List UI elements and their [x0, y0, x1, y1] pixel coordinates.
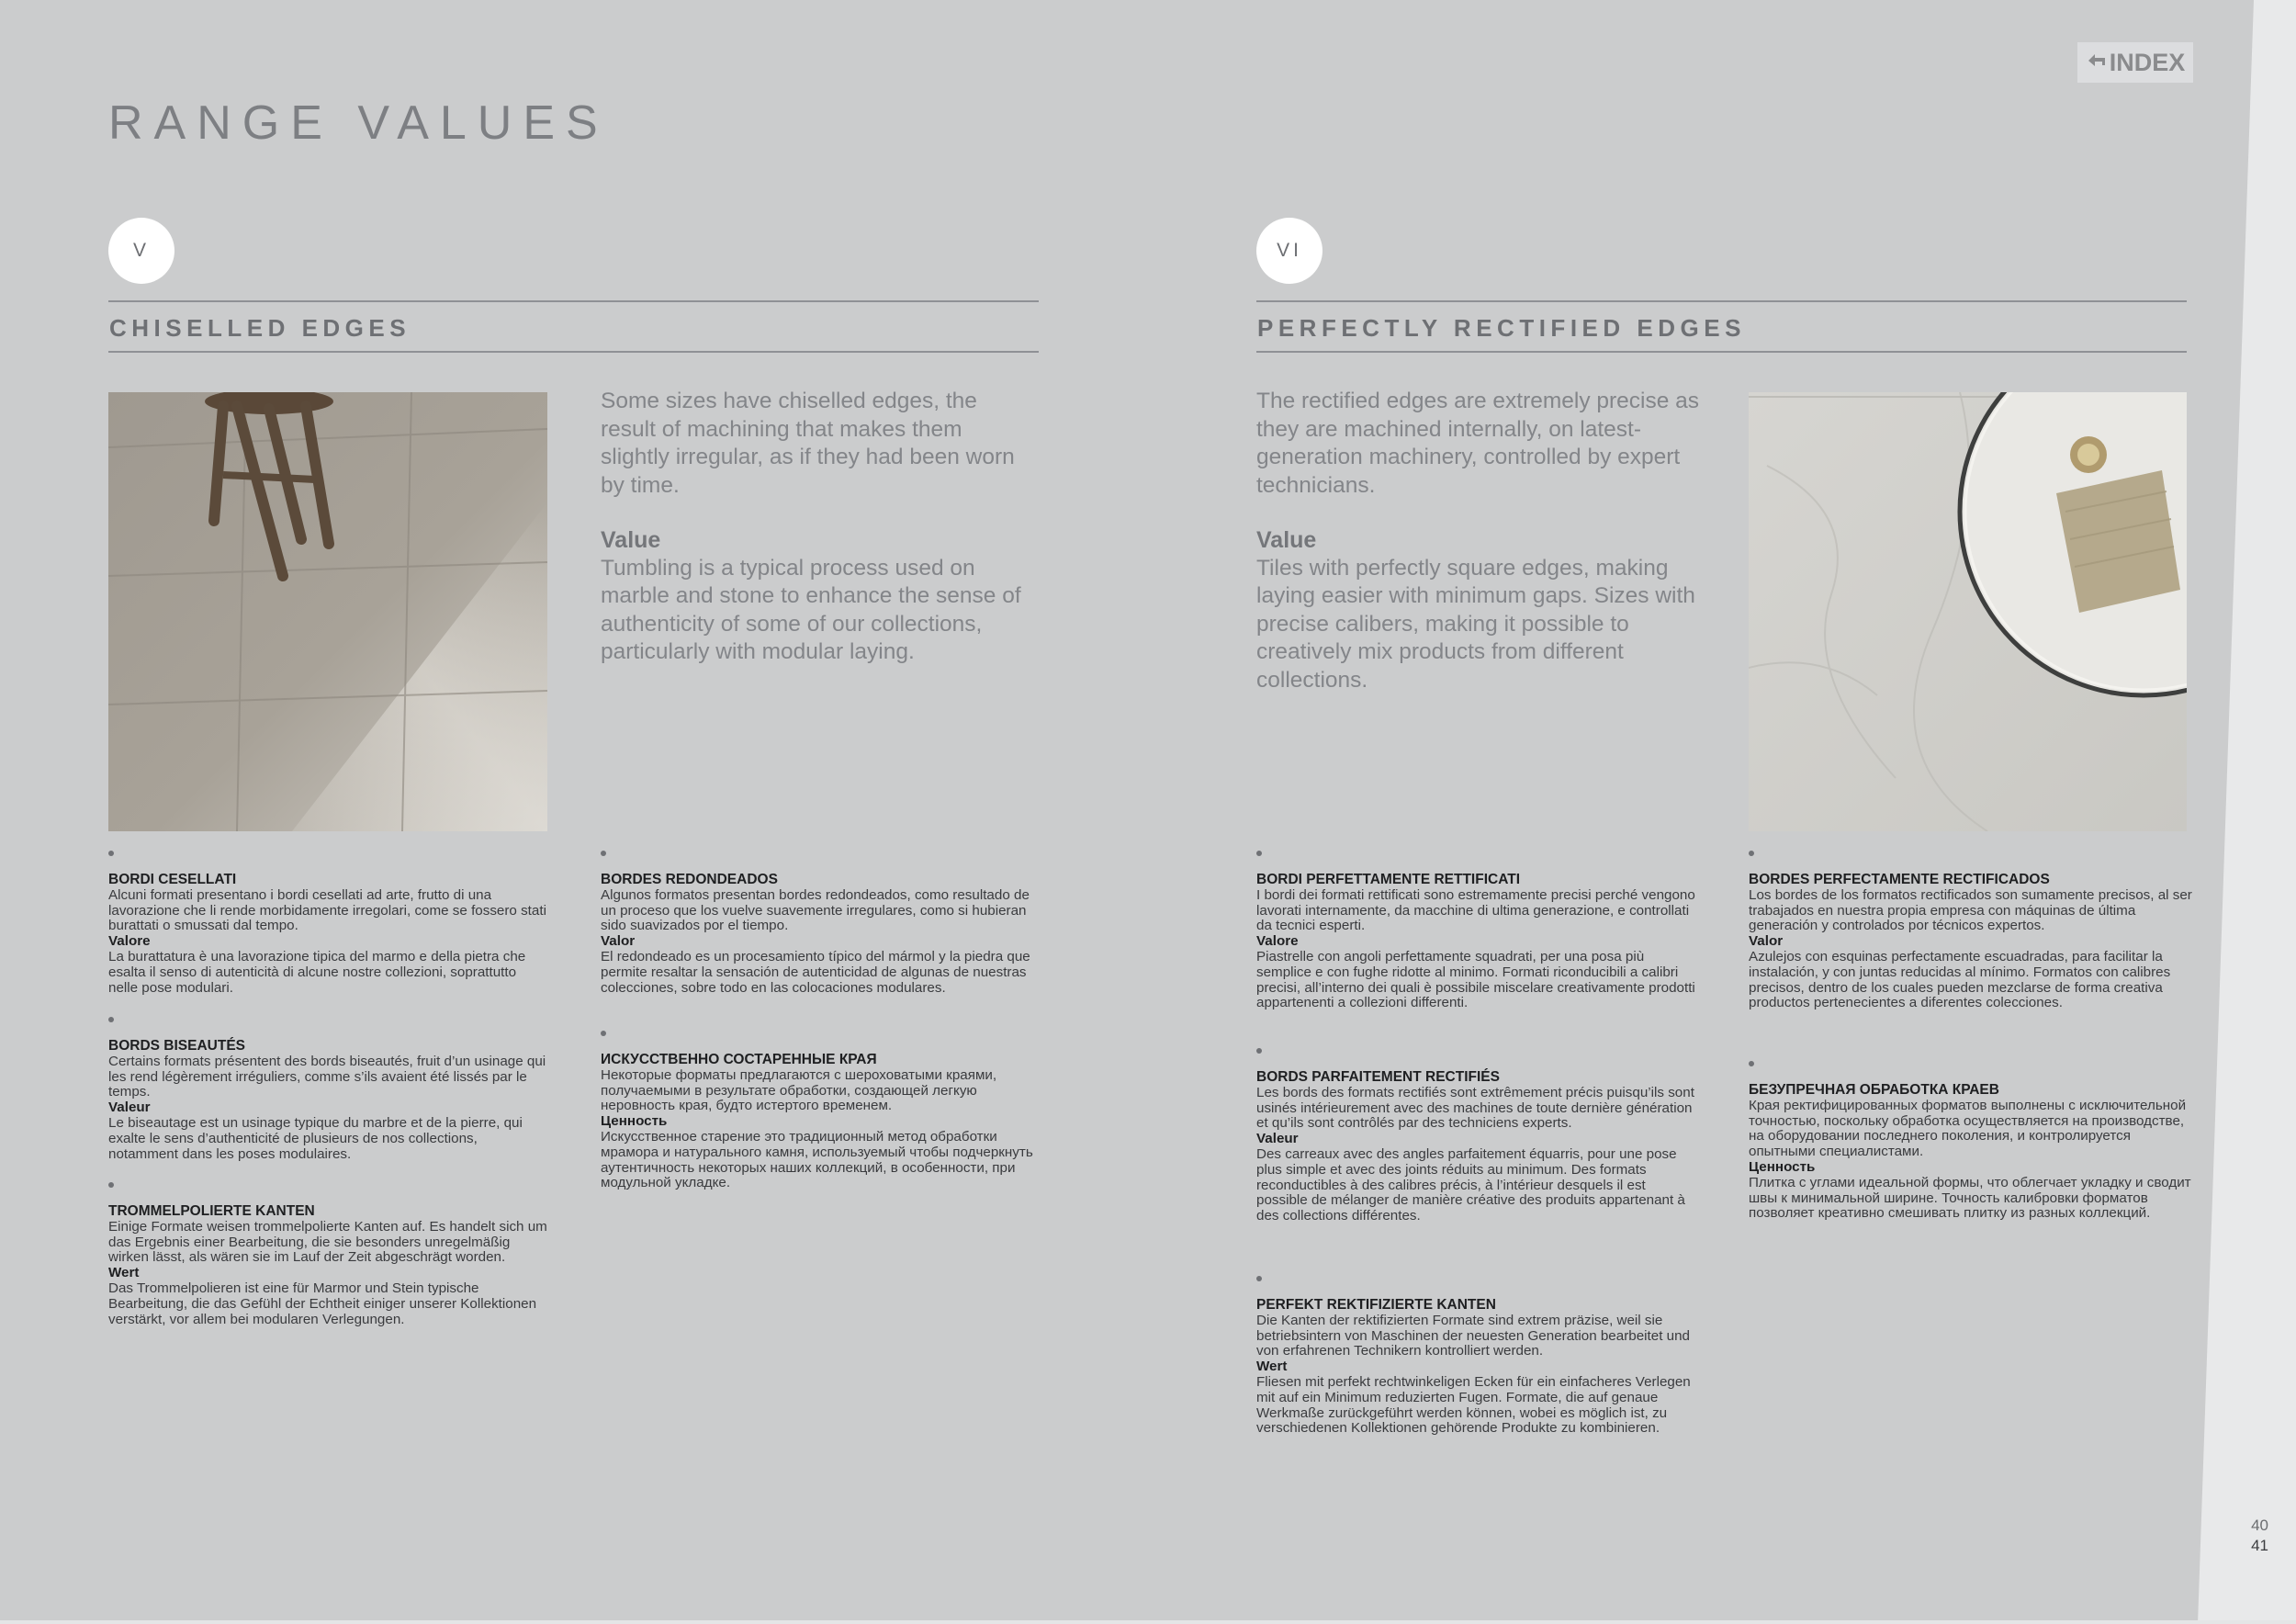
translation-block [601, 1031, 1046, 1191]
section-intro [601, 388, 1023, 667]
translation-text: Los bordes de los formatos rectificados son sumamente precisos, al ser trabajados en nuestra propia empresa con máquinas de última generación y controlados por técnicos expertos. [1749, 886, 2192, 934]
translation-text: Les bords des formats rectifiés sont extrêmement précis puisqu’ils sont usinés intérieurement avec des machines de toute dernière génération et qu’ils sont contrôlés par des techniciens experts. [1256, 1084, 1694, 1132]
bullet-dot [601, 1031, 606, 1036]
translation-value-text: Искусственное старение это традиционный метод обработки мрамора и натурального камня, используемый чтобы подчеркнуть аутентичность некоторых наших коллекций, в особенности, при модульной укладке. [601, 1128, 1033, 1191]
translation-heading: BORDI PERFETTAMENTE RETTIFICATI [1256, 872, 1521, 887]
translation-value-label: Valor [1749, 933, 1784, 950]
page-edge [0, 1620, 2296, 1624]
translation-value-text: La burattatura è una lavorazione tipica del marmo e della pietra che esalta il senso di autenticità di alcune nostre collezioni, soprattutto nelle pose modulari. [108, 948, 526, 996]
translation-value-label: Valore [1256, 933, 1299, 950]
section-title: PERFECTLY RECTIFIED EDGES [1257, 314, 1746, 342]
translation-heading: PERFEKT REKTIFIZIERTE KANTEN [1256, 1297, 1496, 1313]
bullet-dot [1749, 1061, 1754, 1066]
value-text: Tiles with perfectly square edges, making laying easier with minimum gaps. Sizes with precise calibers, making it possible to creatively mix products from different collections. [1256, 555, 1695, 693]
value-text: Tumbling is a typical process used on marble and stone to enhance the sense of authenticity of some of our collections, particularly with modular laying. [601, 555, 1021, 664]
bullet-dot [108, 1017, 114, 1022]
translation-value-label: Wert [1256, 1359, 1288, 1375]
translation-heading: BORDI CESELLATI [108, 872, 237, 887]
translation-text: I bordi dei formati rettificati sono estremamente precisi perché vengono lavorati internamente, da macchine di ultima generazione, e controllati da tecnici esperti. [1256, 886, 1695, 934]
translation-value-text: Des carreaux avec des angles parfaitement équarris, pour une pose plus simple et avec des joints réduits au minimum. Des formats reconductibles à des calibres précis, à l’intérieur desquels il est possible de mélanger de manière créative des produits appartenant à des collections différentes. [1256, 1145, 1685, 1224]
index-button[interactable] [2077, 42, 2193, 83]
bullet-dot [108, 851, 114, 856]
translation-block [1256, 1276, 1697, 1437]
translation-value-label: Valor [601, 933, 636, 950]
value-heading: Value [601, 527, 661, 553]
index-label: INDEX [2109, 48, 2186, 76]
translation-heading: ИСКУССТВЕННО СОСТАРЕННЫЕ КРАЯ [601, 1052, 877, 1067]
translation-block [108, 851, 549, 996]
bullet-dot [108, 1182, 114, 1188]
translation-text: Einige Formate weisen trommelpolierte Kanten auf. Es handelt sich um das Ergebnis einer Bearbeitung, die sie besonders unregelmäßig wirken lässt, als wären sie im Lauf der Zeit abgeschrägt worden. [108, 1218, 547, 1266]
intro-text: Some sizes have chiselled edges, the result of machining that makes them slightly irregular, as if they had been worn by time. [601, 389, 1015, 498]
translation-value-label: Valeur [108, 1100, 151, 1116]
translation-heading: BORDES REDONDEADOS [601, 872, 778, 887]
divider [1256, 351, 2187, 353]
section-numeral-badge: VI [1256, 218, 1322, 284]
divider [108, 351, 1039, 353]
stool-floor-image [108, 392, 547, 831]
translation-block [601, 851, 1041, 996]
chiselled-edges-photo [108, 392, 547, 831]
section-title: CHISELLED EDGES [109, 314, 411, 342]
translation-value-text: Плитка с углами идеальной формы, что облегчает укладку и сводит швы к минимальной ширине. Точность калибровки форматов позволяет креативно смешивать плитку из разных коллекций. [1749, 1174, 2191, 1222]
arrow-up-back-icon [2086, 52, 2108, 73]
translation-value-text: El redondeado es un procesamiento típico del mármol y la piedra que permite resaltar la sensación de autenticidad de algunas de nuestras colecciones, sobre todo en las colocaciones modulares. [601, 948, 1030, 996]
bullet-dot [1256, 851, 1262, 856]
intro-text: The rectified edges are extremely precise as they are machined internally, on latest-generation machinery, controlled by expert technicians. [1256, 389, 1700, 498]
translation-text: Certains formats présentent des bords biseautés, fruit d’un usinage qui les rend légèrement irréguliers, comme s’ils avaient été lissés par le temps. [108, 1053, 546, 1100]
translation-value-label: Ценность [1749, 1158, 1816, 1175]
page-title: RANGE VALUES [108, 96, 609, 150]
translation-value-label: Wert [108, 1265, 140, 1281]
translation-heading: BORDS BISEAUTÉS [108, 1038, 245, 1054]
translation-value-text: Le biseautage est un usinage typique du marbre et de la pierre, qui exalte le sens d’authenticité de plusieurs de nos collections, notamment dans les poses modulaires. [108, 1114, 523, 1162]
bullet-dot [601, 851, 606, 856]
translation-block [1749, 1061, 2194, 1222]
translation-heading: BORDES PERFECTAMENTE RECTIFICADOS [1749, 872, 2050, 887]
translation-value-label: Valore [108, 933, 151, 950]
section-intro [1256, 388, 1716, 694]
translation-value-text: Piastrelle con angoli perfettamente squadrati, per una posa più semplice e con fughe ridotte al minimo. Formati riconducibili a calibri precisi, all’interno dei quali è possibile miscelare creativamente prodotti appartenenti a collezioni differenti. [1256, 948, 1695, 1011]
translation-text: Algunos formatos presentan bordes redondeados, como resultado de un proceso que los vuelve suavemente irregulares, como si hubieran sido suavizados por el tiempo. [601, 886, 1030, 934]
translation-block [108, 1182, 549, 1327]
translation-heading: TROMMELPOLIERTE KANTEN [108, 1203, 315, 1219]
translation-text: Alcuni formati presentano i bordi cesellati ad arte, frutto di una lavorazione che li rende morbidamente irregolari, come se fossero stati burattati o smussati dal tempo. [108, 886, 546, 934]
translation-value-label: Ценность [601, 1113, 668, 1130]
translation-value-text: Azulejos con esquinas perfectamente escuadradas, para facilitar la instalación, y con juntas reducidas al mínimo. Formatos con calibres precisos, dentro de los cuales pueden mezclarse de forma creativa productos pertenecientes a diferentes colecciones. [1749, 948, 2171, 1011]
bullet-dot [1256, 1276, 1262, 1281]
translation-block [1256, 1048, 1697, 1224]
translation-block [108, 1017, 549, 1162]
page-numbers [2213, 1516, 2268, 1556]
divider [108, 300, 1039, 302]
rectified-edges-photo [1749, 392, 2187, 831]
value-heading: Value [1256, 527, 1317, 553]
translation-value-text: Fliesen mit perfekt rechtwinkeligen Ecken für ein einfacheres Verlegen mit auf ein Minimum reduzierten Fugen. Formate, die auf genaue Werkmaße zurückgeführt werden können, wobei es möglich ist, zu verschiedenen Kollektionen gehörende Produkte zu kombinieren. [1256, 1373, 1691, 1437]
translation-text: Die Kanten der rektifizierten Formate sind extrem präzise, weil sie betriebsintern von Maschinen der neuesten Generation bearbeitet und von erfahrenen Technikern kontrolliert werden. [1256, 1312, 1690, 1359]
page-number-right: 41 [2251, 1537, 2268, 1554]
translation-block [1749, 851, 2194, 1011]
translation-text: Края ректифицированных форматов выполнены с исключительной точностью, поскольку обработка осуществляется на производстве, на оборудовании последнего поколения, и контролируется опытными специалистами. [1749, 1097, 2187, 1160]
divider [1256, 300, 2187, 302]
translation-text: Некоторые форматы предлагаются с шероховатыми краями, получаемыми в результате обработки, создающей легкую неровность края, будто истертого временем. [601, 1066, 997, 1114]
bullet-dot [1256, 1048, 1262, 1054]
page-number-left: 40 [2251, 1517, 2268, 1534]
translation-value-text: Das Trommelpolieren ist eine für Marmor und Stein typische Bearbeitung, die das Gefühl der Echtheit einiger unserer Kollektionen verstärkt, vor allem bei modularen Verlegungen. [108, 1280, 537, 1327]
translation-value-label: Valeur [1256, 1131, 1299, 1147]
section-numeral-badge: V [108, 218, 174, 284]
translation-heading: БЕЗУПРЕЧНАЯ ОБРАБОТКА КРАЕВ [1749, 1082, 1999, 1098]
translation-heading: BORDS PARFAITEMENT RECTIFIÉS [1256, 1069, 1500, 1085]
translation-block [1256, 851, 1697, 1011]
marble-table-image [1749, 392, 2187, 831]
bullet-dot [1749, 851, 1754, 856]
